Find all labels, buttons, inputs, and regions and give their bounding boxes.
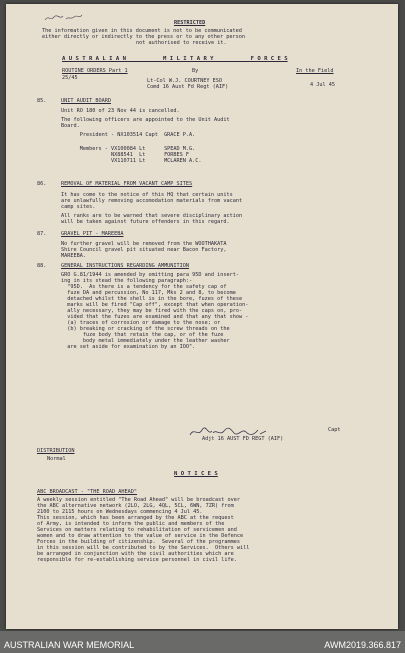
item-line: NX88541 Lt FORBES F <box>61 152 190 158</box>
archive-footer <box>0 631 405 653</box>
forces-title: A U S T R A L I A N M I L I T A R Y F O R C E S <box>62 56 288 62</box>
item-number: 86. <box>37 181 47 187</box>
item-line: camp sites. <box>61 204 96 210</box>
item-line: fuze body that retain the cap, or of the fuze <box>61 332 224 338</box>
item-line: (a) traces of corrosion or damage to the nose; or <box>61 320 221 326</box>
broadcast-line: be arranged in conjunction with the civil authorities which are <box>37 551 234 557</box>
item-line: All ranks are to be warned that severe disciplinary action <box>61 213 243 219</box>
item-line: MAREEBA. <box>61 253 86 259</box>
item-line: The following officers are appointed to the Unit Audit <box>61 117 230 123</box>
item-line: body metal immediately under the leather washer <box>61 338 230 344</box>
restricted-heading: RESTRICTED <box>174 20 206 26</box>
broadcast-line: A weekly session entitled "The Road Ahead" will be broadcast over <box>37 497 241 503</box>
notice-line-1: The information given in this document is not to be communicated <box>42 28 242 34</box>
signature-rank: Capt <box>328 427 341 433</box>
order-number: 25/45 <box>62 75 78 81</box>
item-line: are set aside for examination by an IOO". <box>61 344 196 350</box>
item-number: 87. <box>37 231 47 237</box>
item-line: Unit RO 180 of 23 Nov 44 is cancelled. <box>61 108 180 114</box>
item-number: 88. <box>37 263 47 269</box>
item-line: It has come to the notice of this HQ that certain units <box>61 192 233 198</box>
broadcast-line: This session, which has been arranged by the ABC at the request <box>37 515 234 521</box>
broadcast-line: responsible for re-establishing service personnel in civil life. <box>37 557 237 563</box>
item-line: GRO G.81/1944 is amended by omitting para 95D and insert- <box>61 272 240 278</box>
item-line: Members - VX100084 Lt SPEAD M.G. <box>61 146 196 152</box>
item-line: will be taken against future offenders in this regard. <box>61 219 230 225</box>
broadcast-line: Forces in the building of citizenship. Several of the programmes <box>37 539 241 545</box>
broadcast-title: ABC BROADCAST - "THE ROAD AHEAD" <box>37 489 137 495</box>
broadcast-line: women and to draw attention to the value of service in the Defence <box>37 533 244 539</box>
item-line: ally necessary, they may be fired with the caps on, pro- <box>61 308 243 314</box>
item-number: 85. <box>37 98 47 104</box>
item-title: GRAVEL PIT - MAREEBA <box>61 231 124 237</box>
distribution-heading: DISTRIBUTION <box>37 448 75 454</box>
item-title: UNIT AUDIT BOARD <box>61 98 111 104</box>
routine-orders-label: ROUTINE ORDERS Part 1 <box>62 68 128 74</box>
broadcast-line: the ABC alternative network (2LO, 2LG, 4QL, 5CL, 6WN, 7ZR) from <box>37 503 234 509</box>
signature-title: Adjt 16 AUST FD REGT (AIF) <box>202 436 284 442</box>
item-line: (b) breaking or cracking of the screw threads on the <box>61 326 230 332</box>
item-line: President - NX103514 Capt GRACE P.A. <box>61 132 196 138</box>
notice-line-2: either directly or indirectly to the press or to any other person <box>42 34 246 40</box>
item-line: "95D. As there is a tendency for the safety cap of <box>61 284 227 290</box>
item-line: marks will be fired "Cap off", except that when operation- <box>61 302 249 308</box>
item-line: Board. <box>61 123 80 129</box>
order-date: 4 Jul 45 <box>310 82 335 88</box>
broadcast-line: in this session will be contributed to by the Services. Others will <box>37 545 250 551</box>
handwritten-mark <box>44 13 84 23</box>
archive-name: AUSTRALIAN WAR MEMORIAL <box>4 640 135 650</box>
by-label: By <box>192 68 199 74</box>
commander-name: Lt-Col W.J. COURTNEY ESO <box>147 78 222 84</box>
item-line: detached whilst the shell is in the bore, fuzes of these <box>61 296 243 302</box>
broadcast-line: Services on matters relating to rehabilitation of servicemen and <box>37 527 237 533</box>
notice-line-3: not authorised to receive it. <box>136 40 227 46</box>
item-title: GENERAL INSTRUCTIONS REGARDING AMMUNITION <box>61 263 190 269</box>
notices-heading: N O T I C E S <box>174 471 218 477</box>
item-line: No further gravel will be removed from the WOOTHAKATA <box>61 241 227 247</box>
in-the-field: In the Field <box>296 68 334 74</box>
distribution-type: Normal <box>47 456 66 462</box>
item-line: Shire Council gravel pit situated near Bacon Factory, <box>61 247 227 253</box>
broadcast-line: of Army, is intended to inform the public and members of the <box>37 521 225 527</box>
document-page <box>6 4 398 629</box>
item-line: VX110711 Lt MCLAREN A.C. <box>61 158 202 164</box>
item-line: ing in its stead the following paragraph:- <box>61 278 193 284</box>
item-title: REMOVAL OF MATERIAL FROM VACANT CAMP SITES <box>61 181 193 187</box>
item-line: are unlawfully removing accomodation materials from vacant <box>61 198 243 204</box>
unit-name: Comd 16 Aust Fd Regt (AIF) <box>147 84 229 90</box>
item-line: fuze DA and percussion, No 117, Mks 2 and 8, to become <box>61 290 236 296</box>
broadcast-line: 2100 to 2115 hours on Wednesdays commencing 4 Jul 45. <box>37 509 203 515</box>
item-line: vided that the fuzes are examined and that any that show - <box>61 314 249 320</box>
archive-id: AWM2019.366.817 <box>324 640 401 650</box>
